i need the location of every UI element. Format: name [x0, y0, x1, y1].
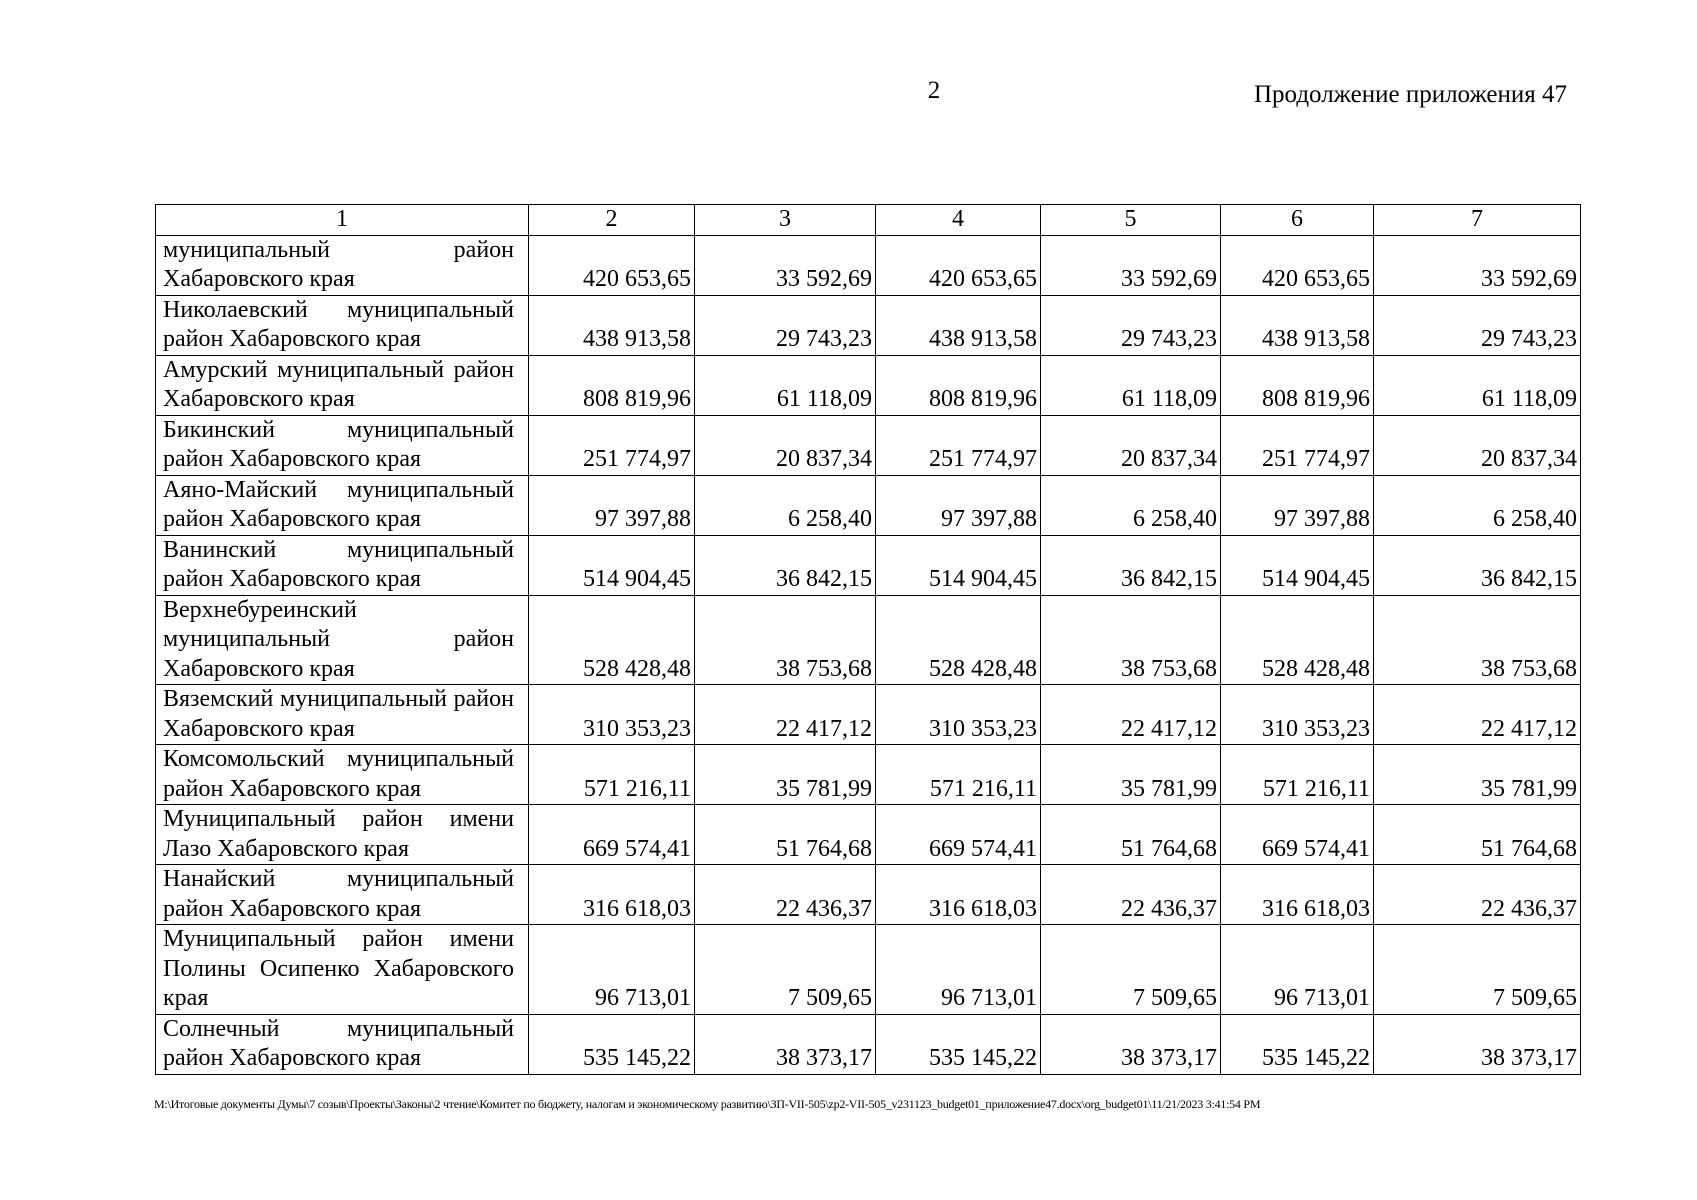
district-name-cell: Солнечный муниципальный район Хабаровского края [156, 1014, 529, 1074]
amount-cell: 22 417,12 [1374, 685, 1581, 745]
column-number-row [156, 205, 1581, 236]
table-row [156, 685, 1581, 745]
amount-cell: 51 764,68 [1374, 805, 1581, 865]
amount-cell: 33 592,69 [695, 235, 876, 295]
amount-cell: 251 774,97 [876, 415, 1041, 475]
document-file-path: M:\Итоговые документы Думы\7 созыв\Проекты\Законы\2 чтение\Комитет по бюджету, налогам и экономическому развитию\ЗП-VII-505\zp2-VII-505_v231123_budget01_приложение47.docx\org_budget01\11/21/2023 3:41:54 PM [154, 1097, 1261, 1111]
amount-cell: 33 592,69 [1041, 235, 1221, 295]
amount-cell: 38 373,17 [1374, 1014, 1581, 1074]
district-name-cell: муниципальный район Хабаровского края [156, 235, 529, 295]
column-header: 7 [1374, 205, 1581, 236]
amount-cell: 316 618,03 [876, 865, 1041, 925]
amount-cell: 38 373,17 [1041, 1014, 1221, 1074]
budget-table [155, 204, 1581, 1075]
column-header: 3 [695, 205, 876, 236]
district-name-cell: Верхнебуреинский муниципальный район Хабаровского края [156, 595, 529, 685]
amount-cell: 97 397,88 [1221, 475, 1374, 535]
amount-cell: 808 819,96 [1221, 355, 1374, 415]
amount-cell: 571 216,11 [876, 745, 1041, 805]
column-header: 1 [156, 205, 529, 236]
district-name-cell: Николаевский муниципальный район Хабаровского края [156, 295, 529, 355]
amount-cell: 438 913,58 [1221, 295, 1374, 355]
amount-cell: 6 258,40 [1374, 475, 1581, 535]
amount-cell: 22 436,37 [1041, 865, 1221, 925]
appendix-continuation-label: Продолжение приложения 47 [1253, 81, 1567, 108]
column-header: 6 [1221, 205, 1374, 236]
table-row [156, 475, 1581, 535]
column-header: 5 [1041, 205, 1221, 236]
amount-cell: 251 774,97 [1221, 415, 1374, 475]
amount-cell: 669 574,41 [876, 805, 1041, 865]
amount-cell: 38 753,68 [1374, 595, 1581, 685]
amount-cell: 310 353,23 [529, 685, 695, 745]
amount-cell: 61 118,09 [1041, 355, 1221, 415]
table-row [156, 745, 1581, 805]
table-row [156, 355, 1581, 415]
amount-cell: 7 509,65 [695, 925, 876, 1015]
amount-cell: 22 436,37 [1374, 865, 1581, 925]
amount-cell: 316 618,03 [1221, 865, 1374, 925]
amount-cell: 22 436,37 [695, 865, 876, 925]
amount-cell: 33 592,69 [1374, 235, 1581, 295]
amount-cell: 29 743,23 [1041, 295, 1221, 355]
amount-cell: 528 428,48 [1221, 595, 1374, 685]
amount-cell: 420 653,65 [1221, 235, 1374, 295]
amount-cell: 35 781,99 [695, 745, 876, 805]
table-row [156, 415, 1581, 475]
amount-cell: 310 353,23 [876, 685, 1041, 745]
amount-cell: 29 743,23 [695, 295, 876, 355]
column-header: 4 [876, 205, 1041, 236]
table-body [156, 235, 1581, 1074]
district-name-cell: Муниципальный район имени Лазо Хабаровского края [156, 805, 529, 865]
amount-cell: 438 913,58 [876, 295, 1041, 355]
amount-cell: 61 118,09 [1374, 355, 1581, 415]
amount-cell: 310 353,23 [1221, 685, 1374, 745]
district-name-cell: Вяземский муниципальный район Хабаровского края [156, 685, 529, 745]
amount-cell: 96 713,01 [529, 925, 695, 1015]
amount-cell: 420 653,65 [529, 235, 695, 295]
amount-cell: 669 574,41 [1221, 805, 1374, 865]
amount-cell: 514 904,45 [529, 535, 695, 595]
amount-cell: 51 764,68 [1041, 805, 1221, 865]
district-name-cell: Ванинский муниципальный район Хабаровского края [156, 535, 529, 595]
table-row [156, 1014, 1581, 1074]
amount-cell: 20 837,34 [1041, 415, 1221, 475]
amount-cell: 514 904,45 [876, 535, 1041, 595]
amount-cell: 36 842,15 [1374, 535, 1581, 595]
amount-cell: 36 842,15 [695, 535, 876, 595]
table-row [156, 295, 1581, 355]
table-row [156, 535, 1581, 595]
amount-cell: 20 837,34 [1374, 415, 1581, 475]
amount-cell: 20 837,34 [695, 415, 876, 475]
amount-cell: 29 743,23 [1374, 295, 1581, 355]
table-row [156, 865, 1581, 925]
amount-cell: 6 258,40 [695, 475, 876, 535]
district-name-cell: Амурский муниципальный район Хабаровского края [156, 355, 529, 415]
amount-cell: 7 509,65 [1041, 925, 1221, 1015]
amount-cell: 535 145,22 [1221, 1014, 1374, 1074]
amount-cell: 316 618,03 [529, 865, 695, 925]
amount-cell: 571 216,11 [529, 745, 695, 805]
amount-cell: 22 417,12 [1041, 685, 1221, 745]
amount-cell: 36 842,15 [1041, 535, 1221, 595]
amount-cell: 6 258,40 [1041, 475, 1221, 535]
amount-cell: 808 819,96 [529, 355, 695, 415]
amount-cell: 808 819,96 [876, 355, 1041, 415]
amount-cell: 96 713,01 [876, 925, 1041, 1015]
amount-cell: 514 904,45 [1221, 535, 1374, 595]
amount-cell: 535 145,22 [876, 1014, 1041, 1074]
amount-cell: 35 781,99 [1041, 745, 1221, 805]
amount-cell: 38 373,17 [695, 1014, 876, 1074]
amount-cell: 38 753,68 [1041, 595, 1221, 685]
amount-cell: 420 653,65 [876, 235, 1041, 295]
amount-cell: 528 428,48 [876, 595, 1041, 685]
column-header: 2 [529, 205, 695, 236]
district-name-cell: Муниципальный район имени Полины Осипенко Хабаровского края [156, 925, 529, 1015]
amount-cell: 438 913,58 [529, 295, 695, 355]
page-number: 2 [927, 77, 941, 104]
table-row [156, 595, 1581, 685]
amount-cell: 38 753,68 [695, 595, 876, 685]
amount-cell: 61 118,09 [695, 355, 876, 415]
amount-cell: 535 145,22 [529, 1014, 695, 1074]
amount-cell: 97 397,88 [529, 475, 695, 535]
amount-cell: 528 428,48 [529, 595, 695, 685]
table-row [156, 235, 1581, 295]
amount-cell: 251 774,97 [529, 415, 695, 475]
amount-cell: 51 764,68 [695, 805, 876, 865]
table-row [156, 805, 1581, 865]
district-name-cell: Комсомольский муниципальный район Хабаровского края [156, 745, 529, 805]
amount-cell: 35 781,99 [1374, 745, 1581, 805]
amount-cell: 571 216,11 [1221, 745, 1374, 805]
amount-cell: 22 417,12 [695, 685, 876, 745]
district-name-cell: Аяно-Майский муниципальный район Хабаровского края [156, 475, 529, 535]
district-name-cell: Бикинский муниципальный район Хабаровского края [156, 415, 529, 475]
amount-cell: 669 574,41 [529, 805, 695, 865]
district-name-cell: Нанайский муниципальный район Хабаровского края [156, 865, 529, 925]
amount-cell: 97 397,88 [876, 475, 1041, 535]
amount-cell: 7 509,65 [1374, 925, 1581, 1015]
amount-cell: 96 713,01 [1221, 925, 1374, 1015]
table-row [156, 925, 1581, 1015]
